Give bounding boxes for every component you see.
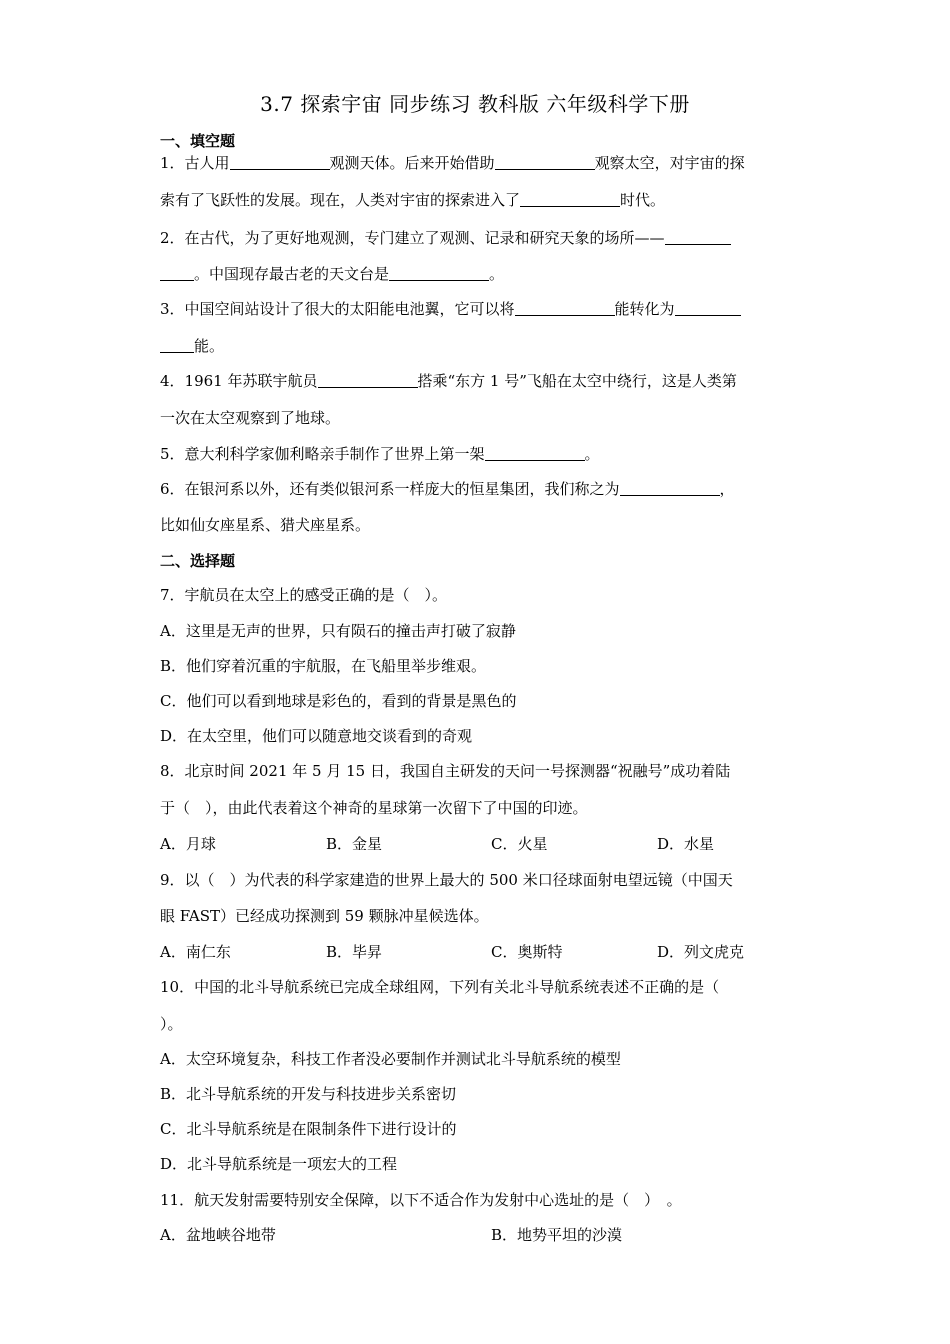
answer-blank[interactable] bbox=[485, 445, 585, 461]
page-title: 3.7 探索宇宙 同步练习 教科版 六年级科学下册 bbox=[260, 92, 690, 116]
q8-option-b[interactable]: B．金星 bbox=[326, 835, 383, 853]
section-fill-in-heading: 一、填空题 bbox=[160, 132, 236, 150]
question-5 bbox=[160, 443, 600, 464]
q3-text-a: 3．中国空间站设计了很大的太阳能电池翼，它可以将 bbox=[160, 300, 515, 318]
q1-text-d: 索有了飞跃性的发展。现在，人类对宇宙的探索进入了 bbox=[160, 191, 521, 209]
q7-option-a[interactable]: A．这里是无声的世界，只有陨石的撞击声打破了寂静 bbox=[160, 622, 516, 640]
q1-text-a: 1．古人用 bbox=[160, 154, 230, 172]
question-8-stem-line-2: 于（ ），由此代表着这个神奇的星球第一次留下了中国的印迹。 bbox=[160, 799, 588, 817]
answer-blank[interactable] bbox=[389, 265, 489, 281]
question-11-stem: 11．航天发射需要特别安全保障，以下不适合作为发射中心选址的是（ ） 。 bbox=[160, 1191, 682, 1209]
q1-text-b: 观测天体。后来开始借助 bbox=[329, 154, 495, 172]
answer-blank[interactable] bbox=[160, 265, 194, 281]
question-1-line-2 bbox=[160, 189, 665, 210]
q9-option-c[interactable]: C．奥斯特 bbox=[491, 943, 563, 961]
answer-blank[interactable] bbox=[230, 154, 330, 170]
q3-text-c: 能。 bbox=[194, 337, 225, 355]
question-6-line-2: 比如仙女座星系、猎犬座星系。 bbox=[160, 516, 371, 534]
answer-blank[interactable] bbox=[675, 300, 741, 316]
question-9-stem-line-1: 9．以（ ）为代表的科学家建造的世界上最大的 500 米口径球面射电望远镜（中国天 bbox=[160, 871, 733, 889]
question-10-stem-line-2: ）。 bbox=[160, 1015, 183, 1033]
question-4-line-1 bbox=[160, 370, 737, 391]
q7-option-d[interactable]: D．在太空里，他们可以随意地交谈看到的奇观 bbox=[160, 727, 473, 745]
answer-blank[interactable] bbox=[318, 372, 418, 388]
q9-option-a[interactable]: A．南仁东 bbox=[160, 943, 231, 961]
question-3-line-1 bbox=[160, 298, 741, 319]
q10-option-d[interactable]: D．北斗导航系统是一项宏大的工程 bbox=[160, 1155, 398, 1173]
question-7-stem: 7．宇航员在太空上的感受正确的是（ ）。 bbox=[160, 586, 448, 604]
answer-blank[interactable] bbox=[160, 337, 194, 353]
q5-text-a: 5．意大利科学家伽利略亲手制作了世界上第一架 bbox=[160, 445, 485, 463]
question-6-line-1 bbox=[160, 478, 735, 499]
q11-option-b[interactable]: B．地势平坦的沙漠 bbox=[491, 1226, 623, 1244]
q10-option-b[interactable]: B．北斗导航系统的开发与科技进步关系密切 bbox=[160, 1085, 457, 1103]
q2-text-b: 。中国现存最古老的天文台是 bbox=[194, 265, 390, 283]
question-10-stem-line-1: 10．中国的北斗导航系统已完成全球组网，下列有关北斗导航系统表述不正确的是（ bbox=[160, 978, 720, 996]
q4-text-a: 4．1961 年苏联宇航员 bbox=[160, 372, 318, 390]
answer-blank[interactable] bbox=[495, 154, 595, 170]
question-3-line-2 bbox=[160, 335, 224, 356]
question-2-line-2 bbox=[160, 263, 504, 284]
question-9-stem-line-2: 眼 FAST）已经成功探测到 59 颗脉冲星候选体。 bbox=[160, 907, 489, 925]
answer-blank[interactable] bbox=[665, 229, 731, 245]
question-1-line-1 bbox=[160, 152, 745, 173]
q10-option-a[interactable]: A．太空环境复杂，科技工作者没必要制作并测试北斗导航系统的模型 bbox=[160, 1050, 621, 1068]
q9-option-b[interactable]: B．毕昇 bbox=[326, 943, 383, 961]
answer-blank[interactable] bbox=[515, 300, 615, 316]
question-4-line-2: 一次在太空观察到了地球。 bbox=[160, 409, 341, 427]
q5-text-b: 。 bbox=[584, 445, 600, 463]
answer-blank[interactable] bbox=[620, 480, 720, 496]
q6-text-b: ， bbox=[719, 480, 735, 498]
section-choice-heading: 二、选择题 bbox=[160, 552, 236, 570]
question-8-stem-line-1: 8．北京时间 2021 年 5 月 15 日，我国自主研发的天问一号探测器“祝融号”成功着陆 bbox=[160, 762, 731, 780]
q9-option-d[interactable]: D．列文虎克 bbox=[657, 943, 745, 961]
q2-text-c: 。 bbox=[489, 265, 505, 283]
q1-text-c: 观察太空，对宇宙的探 bbox=[594, 154, 745, 172]
q3-text-b: 能转化为 bbox=[614, 300, 675, 318]
q10-option-c[interactable]: C．北斗导航系统是在限制条件下进行设计的 bbox=[160, 1120, 457, 1138]
q1-text-e: 时代。 bbox=[620, 191, 666, 209]
q6-text-a: 6．在银河系以外，还有类似银河系一样庞大的恒星集团，我们称之为 bbox=[160, 480, 620, 498]
answer-blank[interactable] bbox=[520, 191, 620, 207]
q2-text-a: 2．在古代，为了更好地观测，专门建立了观测、记录和研究天象的场所—— bbox=[160, 229, 665, 247]
q7-option-c[interactable]: C．他们可以看到地球是彩色的，看到的背景是黑色的 bbox=[160, 692, 517, 710]
q7-option-b[interactable]: B．他们穿着沉重的宇航服，在飞船里举步维艰。 bbox=[160, 657, 487, 675]
q8-option-d[interactable]: D．水星 bbox=[657, 835, 715, 853]
q8-option-a[interactable]: A．月球 bbox=[160, 835, 216, 853]
q11-option-a[interactable]: A．盆地峡谷地带 bbox=[160, 1226, 276, 1244]
q8-option-c[interactable]: C．火星 bbox=[491, 835, 548, 853]
q4-text-b: 搭乘“东方 1 号”飞船在太空中绕行，这是人类第 bbox=[417, 372, 737, 390]
question-2-line-1 bbox=[160, 227, 731, 248]
